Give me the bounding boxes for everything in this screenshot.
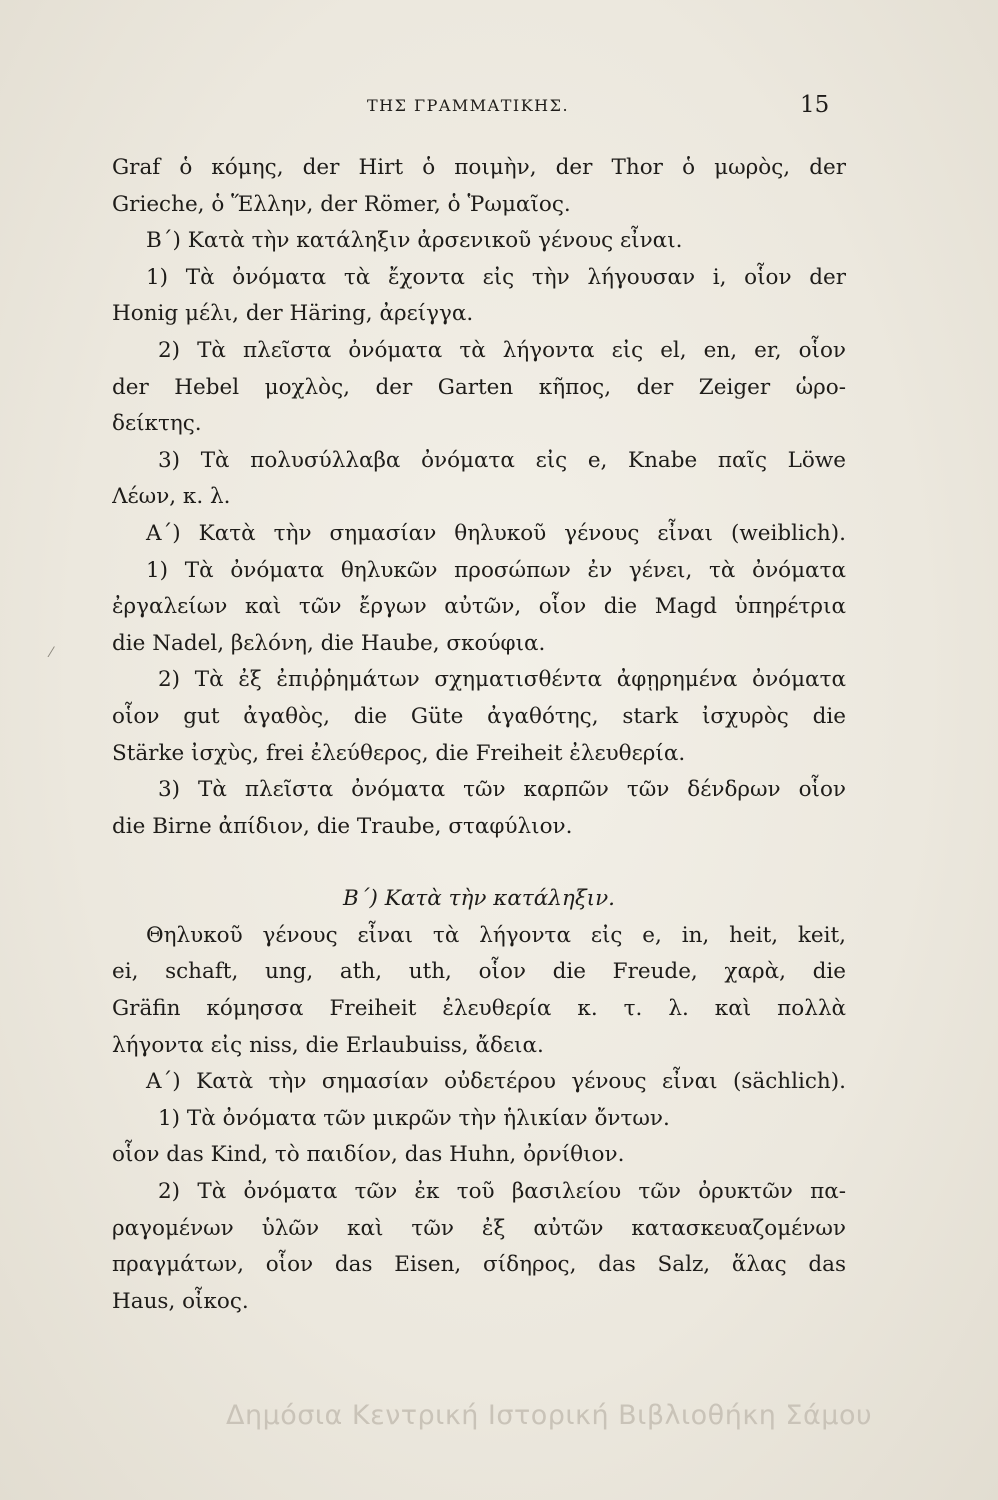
text-line: οἷον gut ἀγαθὸς, die Güte ἀγαθότης, stark ἰσχυρὸς die bbox=[112, 703, 846, 729]
text-line: 1) Τὰ ὀνόματα τῶν μικρῶν τὴν ἡλικίαν ὄντων. bbox=[158, 1105, 670, 1131]
section-heading: Α΄) Κατὰ τὴν σημασίαν οὐδετέρου γένους εἶναι (sächlich). bbox=[146, 1069, 846, 1095]
section-heading: Β΄) Κατὰ τὴν κατάληξιν. bbox=[343, 886, 615, 912]
text-line: die Birne ἀπίδιον, die Traube, σταφύλιον. bbox=[112, 813, 573, 839]
text-line: 3) Τὰ πλεῖστα ὀνόματα τῶν καρπῶν τῶν δένδρων οἷον bbox=[158, 777, 846, 803]
text-line: die Nadel, βελόνη, die Haube, σκούφια. bbox=[112, 630, 546, 656]
body-text bbox=[112, 150, 846, 1320]
text-line: 1) Τὰ ὀνόματα τὰ ἔχοντα εἰς τὴν λήγουσαν i, οἷον der bbox=[146, 264, 846, 290]
text-line: Gräfin κόμησσα Freiheit ἐλευθερία κ. τ. λ. καὶ πολλὰ bbox=[112, 996, 846, 1022]
text-line: Θηλυκοῦ γένους εἶναι τὰ λήγοντα εἰς e, in, heit, keit, bbox=[146, 922, 846, 948]
text-line: ἐργαλείων καὶ τῶν ἔργων αὐτῶν, οἷον die Magd ὑπηρέτρια bbox=[112, 594, 846, 620]
text-line: 1) Τὰ ὀνόματα θηλυκῶν προσώπων ἐν γένει, τὰ ὀνόματα bbox=[146, 557, 846, 583]
page-number: 15 bbox=[800, 92, 830, 118]
text-line: δείκτης. bbox=[112, 411, 202, 437]
text-line: Graf ὁ κόμης, der Hirt ὁ ποιμὴν, der Thor ὁ μωρὸς, der bbox=[112, 155, 846, 180]
text-line: der Hebel μοχλὸς, der Garten κῆπος, der Zeiger ὡρο- bbox=[112, 374, 846, 400]
text-line: 2) Τὰ ἐξ ἐπιῤῥημάτων σχηματισθέντα ἀφῃρημένα ὀνόματα bbox=[158, 667, 846, 693]
text-line: πραγμάτων, οἷον das Eisen, σίδηρος, das Salz, ἅλας das bbox=[112, 1252, 846, 1278]
ink-speck: ⁄ bbox=[50, 645, 53, 661]
text-line: Stärke ἰσχὺς, frei ἐλεύθερος, die Freiheit ἐλευθερία. bbox=[112, 740, 686, 766]
section-heading: Α΄) Κατὰ τὴν σημασίαν θηλυκοῦ γένους εἶναι (weiblich). bbox=[146, 520, 846, 546]
text-line: Grieche, ὁ Ἕλλην, der Römer, ὁ Ῥωμαῖος. bbox=[112, 191, 571, 217]
text-line: λήγοντα εἰς niss, die Erlaubuiss, ἄδεια. bbox=[112, 1032, 544, 1058]
text-line: Λέων, κ. λ. bbox=[112, 484, 231, 510]
text-line: Honig μέλι, der Häring, ἀρείγγα. bbox=[112, 301, 474, 327]
text-line: ραγομένων ὑλῶν καὶ τῶν ἐξ αὐτῶν κατασκευαζομένων bbox=[112, 1215, 846, 1241]
section-heading: Β΄) Κατὰ τὴν κατάληξιν ἀρσενικοῦ γένους εἶναι. bbox=[146, 228, 683, 254]
text-line: Haus, οἶκος. bbox=[112, 1288, 249, 1314]
page-header bbox=[0, 92, 998, 126]
text-line: 2) Τὰ πλεῖστα ὀνόματα τὰ λήγοντα εἰς el, en, er, οἷον bbox=[158, 337, 846, 363]
text-line: 3) Τὰ πολυσύλλαβα ὀνόματα εἰς e, Knabe παῖς Löwe bbox=[158, 447, 846, 473]
library-watermark: Δημόσια Κεντρική Ιστορική Βιβλιοθήκη Σάμου bbox=[226, 1400, 873, 1431]
running-title: ΤΗΣ ΓΡΑΜΜΑΤΙΚΗΣ. bbox=[366, 96, 570, 115]
text-line: ei, schaft, ung, ath, uth, οἷον die Freude, χαρὰ, die bbox=[112, 959, 846, 985]
text-line: οἷον das Kind, τὸ παιδίον, das Huhn, ὀρνίθιον. bbox=[112, 1142, 625, 1168]
text-line: 2) Τὰ ὀνόματα τῶν ἐκ τοῦ βασιλείου τῶν ὀρυκτῶν πα- bbox=[158, 1179, 846, 1205]
